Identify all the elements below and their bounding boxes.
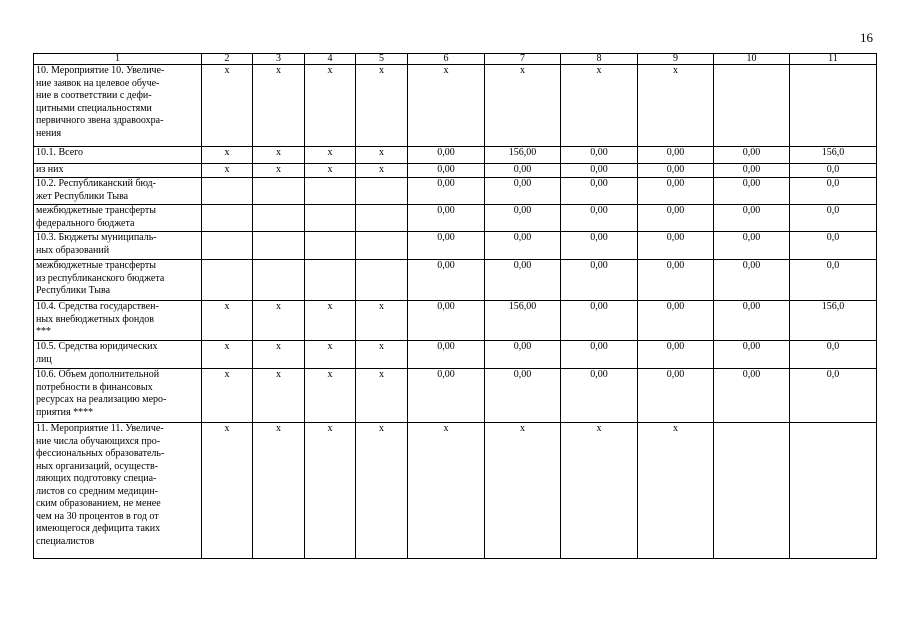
table-cell: 0,00 <box>561 232 638 260</box>
column-header: 2 <box>202 54 253 65</box>
table-row <box>34 164 877 178</box>
table-cell: 0,00 <box>638 178 714 205</box>
table-cell: 0,00 <box>561 147 638 164</box>
table-cell: 0,0 <box>790 232 877 260</box>
table-cell: 0,00 <box>561 164 638 178</box>
row-label: межбюджетные трансферты из республиканского бюджета Республики Тыва <box>34 260 202 301</box>
table-cell: х <box>202 301 253 341</box>
table-cell: 0,0 <box>790 178 877 205</box>
column-header: 6 <box>408 54 485 65</box>
table-cell: х <box>305 423 356 559</box>
table-cell: 156,0 <box>790 301 877 341</box>
table-cell: 156,00 <box>485 301 561 341</box>
table-cell: 0,00 <box>485 232 561 260</box>
table-cell: х <box>202 164 253 178</box>
table-cell: х <box>305 301 356 341</box>
table-cell <box>714 65 790 147</box>
table-cell: 0,00 <box>638 164 714 178</box>
table-cell: х <box>253 341 305 369</box>
row-label: 10.3. Бюджеты муниципаль- ных образований <box>34 232 202 260</box>
table-cell: 0,0 <box>790 369 877 423</box>
table-cell: 0,0 <box>790 205 877 232</box>
table-cell: 0,00 <box>714 369 790 423</box>
row-label: 10.4. Средства государствен- ных внебюджетных фондов *** <box>34 301 202 341</box>
table-cell: 156,0 <box>790 147 877 164</box>
table-cell: х <box>253 65 305 147</box>
table-cell: х <box>356 341 408 369</box>
table-cell: х <box>356 147 408 164</box>
table-cell: 0,0 <box>790 260 877 301</box>
row-label: из них <box>34 164 202 178</box>
table-row <box>34 260 877 301</box>
table-cell <box>305 178 356 205</box>
table-cell <box>253 205 305 232</box>
row-label: 10.2. Республиканский бюд- жет Республики Тыва <box>34 178 202 205</box>
table-cell: 0,00 <box>561 205 638 232</box>
table-cell <box>356 178 408 205</box>
table-cell: х <box>356 423 408 559</box>
table-cell: 0,00 <box>485 341 561 369</box>
table-row <box>34 369 877 423</box>
table-cell <box>202 205 253 232</box>
table-cell: 0,00 <box>408 232 485 260</box>
table-cell: х <box>356 164 408 178</box>
table-cell <box>714 423 790 559</box>
table-cell: х <box>356 301 408 341</box>
table-cell <box>305 232 356 260</box>
table-cell: 0,00 <box>638 147 714 164</box>
table-cell: 0,00 <box>408 205 485 232</box>
table-cell <box>202 178 253 205</box>
row-label: 10.6. Объем дополнительной потребности в финансовых ресурсах на реализацию меро- приятия **** <box>34 369 202 423</box>
table-cell <box>790 65 877 147</box>
row-label: 11. Мероприятие 11. Увеличе- ние числа обучающихся про- фессиональных образователь- ных организаций, осуществ- ляющих подготовку специа- листов со средним медицин- ским образованием, не менее чем на 30 процентов в год от имеющегося дефицита таких специалистов <box>34 423 202 559</box>
table-cell: 0,00 <box>561 260 638 301</box>
table-cell <box>253 260 305 301</box>
table-cell: х <box>202 423 253 559</box>
table-cell <box>305 205 356 232</box>
table-cell: 0,00 <box>714 341 790 369</box>
table-cell: 0,00 <box>561 301 638 341</box>
table-cell: 0,00 <box>714 260 790 301</box>
table-cell: х <box>485 65 561 147</box>
table-cell: 0,00 <box>638 260 714 301</box>
table-cell: 0,00 <box>408 178 485 205</box>
table-cell: х <box>253 301 305 341</box>
column-header: 8 <box>561 54 638 65</box>
column-header: 7 <box>485 54 561 65</box>
row-label: 10.1. Всего <box>34 147 202 164</box>
table-cell: х <box>202 369 253 423</box>
table-cell: 0,00 <box>408 147 485 164</box>
table-cell <box>253 232 305 260</box>
table-cell: х <box>638 65 714 147</box>
table-cell: х <box>305 369 356 423</box>
table-cell: 0,00 <box>638 205 714 232</box>
table-cell: 0,00 <box>714 232 790 260</box>
table-cell: х <box>253 147 305 164</box>
table-cell <box>202 232 253 260</box>
table-cell: х <box>638 423 714 559</box>
table-cell: х <box>485 423 561 559</box>
table-cell: 156,00 <box>485 147 561 164</box>
table-cell <box>202 260 253 301</box>
table-cell: 0,00 <box>408 341 485 369</box>
table-cell: х <box>305 164 356 178</box>
table-row <box>34 232 877 260</box>
column-header: 10 <box>714 54 790 65</box>
table-cell: 0,00 <box>714 178 790 205</box>
table-cell: 0,00 <box>638 232 714 260</box>
table-cell: 0,00 <box>561 369 638 423</box>
table-cell: 0,00 <box>408 301 485 341</box>
table-cell <box>356 232 408 260</box>
table-cell: 0,00 <box>638 301 714 341</box>
table-cell: х <box>202 147 253 164</box>
table-cell: х <box>408 423 485 559</box>
table-body <box>34 65 877 559</box>
table-row <box>34 301 877 341</box>
table-cell: 0,00 <box>485 369 561 423</box>
row-label: 10. Мероприятие 10. Увеличе- ние заявок на целевое обуче- ние в соответствии с дефи- цитными специальностями первичного звена здравоохра- нения <box>34 65 202 147</box>
table-cell: 0,0 <box>790 164 877 178</box>
table-cell: 0,00 <box>638 341 714 369</box>
table-cell: х <box>561 423 638 559</box>
row-label: межбюджетные трансферты федерального бюджета <box>34 205 202 232</box>
table-cell: х <box>561 65 638 147</box>
table-cell: 0,00 <box>714 164 790 178</box>
table-cell: х <box>202 65 253 147</box>
table-cell: 0,00 <box>408 164 485 178</box>
table-cell: 0,00 <box>485 205 561 232</box>
table-cell <box>356 260 408 301</box>
table-cell: 0,00 <box>485 260 561 301</box>
table-row <box>34 147 877 164</box>
table-cell: 0,00 <box>485 164 561 178</box>
table-cell: 0,00 <box>714 301 790 341</box>
column-header: 1 <box>34 54 202 65</box>
table-row <box>34 65 877 147</box>
table-cell: х <box>202 341 253 369</box>
column-header: 11 <box>790 54 877 65</box>
column-header: 5 <box>356 54 408 65</box>
table-cell: х <box>305 65 356 147</box>
table-cell: 0,0 <box>790 341 877 369</box>
column-header: 9 <box>638 54 714 65</box>
column-header: 3 <box>253 54 305 65</box>
table-cell: 0,00 <box>408 369 485 423</box>
budget-table <box>33 53 877 559</box>
column-number-row <box>34 54 877 65</box>
table-cell <box>305 260 356 301</box>
table-cell: х <box>253 423 305 559</box>
table-cell: 0,00 <box>638 369 714 423</box>
column-header: 4 <box>305 54 356 65</box>
table-cell: х <box>305 341 356 369</box>
table-cell <box>790 423 877 559</box>
table-cell: х <box>356 65 408 147</box>
table-cell: х <box>253 369 305 423</box>
table-cell: 0,00 <box>561 178 638 205</box>
table-cell: 0,00 <box>485 178 561 205</box>
table-cell: х <box>356 369 408 423</box>
table-cell: х <box>408 65 485 147</box>
table-cell: 0,00 <box>561 341 638 369</box>
table-row <box>34 205 877 232</box>
table-row <box>34 178 877 205</box>
table-cell: х <box>305 147 356 164</box>
table-cell: 0,00 <box>714 205 790 232</box>
table-row <box>34 341 877 369</box>
table-cell <box>356 205 408 232</box>
table-cell: х <box>253 164 305 178</box>
row-label: 10.5. Средства юридических лиц <box>34 341 202 369</box>
table-cell: 0,00 <box>408 260 485 301</box>
page-number: 16 <box>860 30 873 45</box>
table-cell: 0,00 <box>714 147 790 164</box>
table-row <box>34 423 877 559</box>
table-cell <box>253 178 305 205</box>
